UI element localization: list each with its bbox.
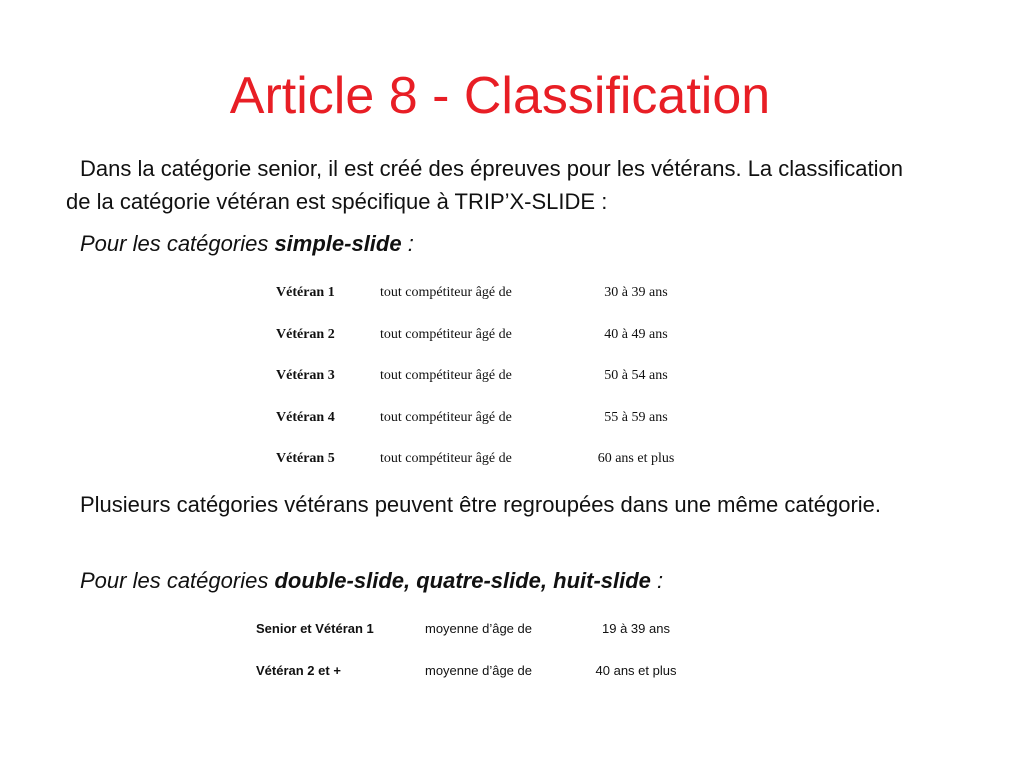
subheading-bold: simple-slide [274, 231, 402, 256]
table-row [256, 618, 706, 660]
table-row [276, 407, 706, 449]
description-cell: tout compétiteur âgé de [380, 368, 512, 383]
category-cell: Vétéran 4 [276, 409, 335, 425]
category-cell: Vétéran 3 [276, 368, 335, 383]
paragraph-veterans-intro [66, 152, 926, 218]
age-range-cell: 55 à 59 ans [604, 409, 668, 425]
age-range-cell: 50 à 54 ans [604, 368, 668, 383]
subheading-simple-slide [80, 227, 880, 260]
description-cell: tout compétiteur âgé de [380, 285, 512, 300]
paragraph-grouping [66, 488, 926, 521]
subheading-bold: double-slide, quatre-slide, huit-slide [274, 568, 651, 593]
age-range-cell: 19 à 39 ans [602, 621, 670, 636]
table-row [276, 365, 706, 407]
subheading-suffix: : [650, 568, 664, 593]
subheading-team-slide [80, 564, 880, 597]
category-cell: Vétéran 2 [276, 326, 335, 342]
paragraph-grouping-text: Plusieurs catégories vétérans peuvent être regroupées dans une même catégorie. [80, 492, 882, 517]
subheading-suffix: : [401, 231, 414, 256]
table-row [256, 660, 706, 702]
subheading-prefix: Pour les catégories [80, 231, 275, 256]
age-range-cell: 30 à 39 ans [604, 285, 668, 300]
age-range-cell: 40 ans et plus [595, 663, 677, 678]
veteran-classification-table [276, 282, 706, 490]
category-cell: Vétéran 1 [276, 285, 335, 300]
category-cell: Vétéran 5 [276, 451, 335, 466]
description-cell: tout compétiteur âgé de [380, 409, 512, 425]
table-row [276, 282, 706, 324]
paragraph-veterans-intro-text: Dans la catégorie senior, il est créé des épreuves pour les vétérans. La classification de la catégorie vétéran est spécifique à TRIP’X-SLIDE : [66, 156, 903, 214]
table-row [276, 448, 706, 490]
description-cell: tout compétiteur âgé de [380, 451, 512, 466]
description-cell: moyenne d’âge de [425, 663, 532, 678]
subheading-prefix: Pour les catégories [80, 568, 275, 593]
category-cell: Vétéran 2 et + [256, 663, 341, 678]
category-cell: Senior et Vétéran 1 [256, 621, 374, 636]
age-range-cell: 60 ans et plus [597, 451, 675, 466]
table-row [276, 324, 706, 366]
description-cell: tout compétiteur âgé de [380, 326, 512, 342]
description-cell: moyenne d’âge de [425, 621, 532, 636]
slide-title: Article 8 - Classification [229, 67, 771, 125]
team-classification-table [256, 618, 706, 702]
age-range-cell: 40 à 49 ans [604, 326, 668, 342]
